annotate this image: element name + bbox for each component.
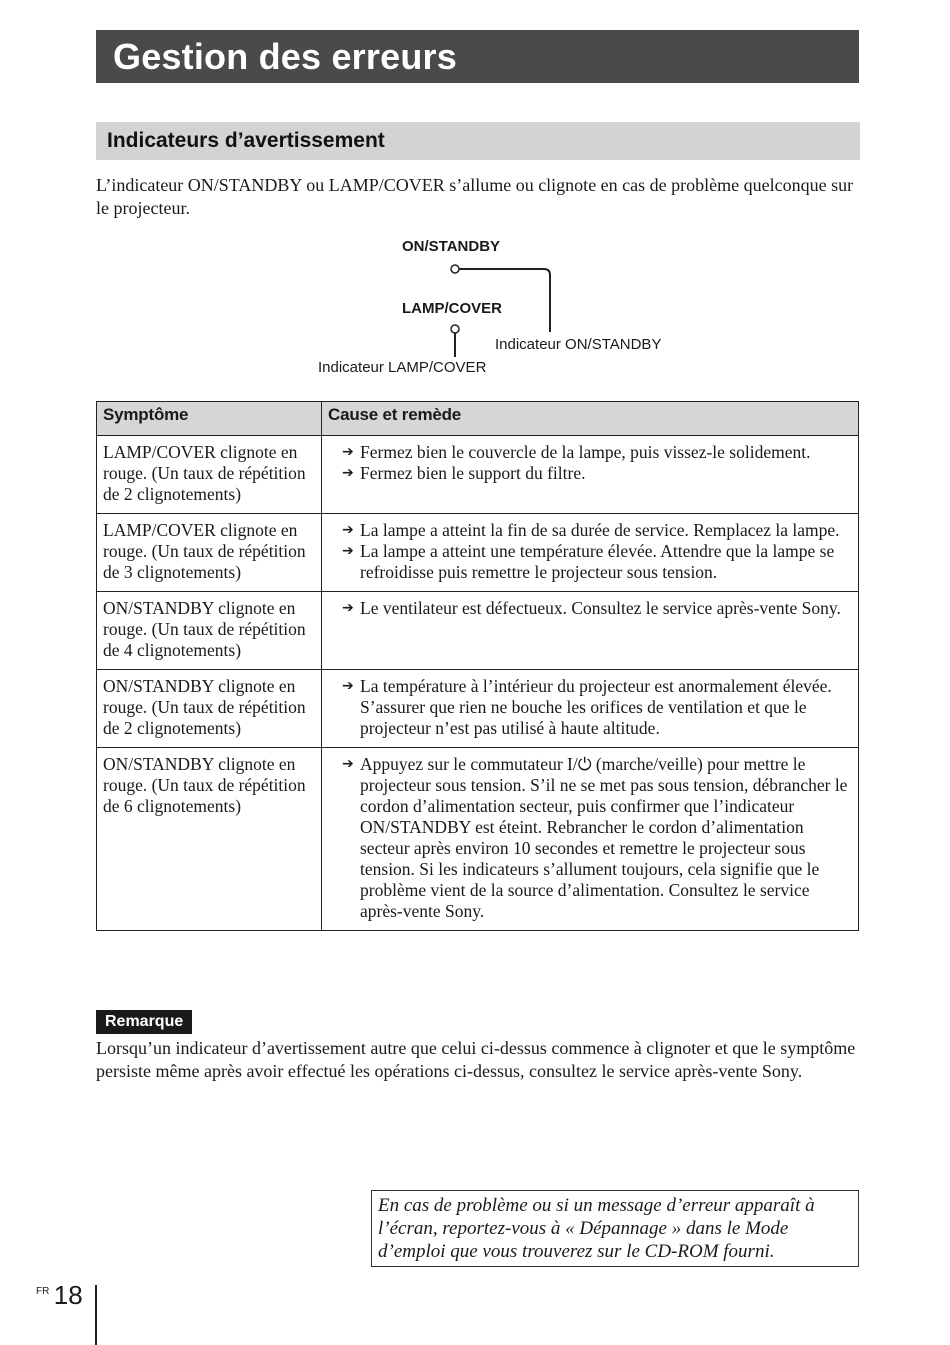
cause-item (342, 520, 852, 541)
indicator-diagram (300, 232, 720, 384)
right-arrow-icon: ➔ (342, 756, 354, 772)
diagram-label-on-standby: ON/STANDBY (402, 238, 501, 255)
page-lang: FR (36, 1286, 50, 1297)
table-row (97, 514, 859, 592)
cause-cell (322, 670, 859, 748)
diagram-callout-lamp-cover: Indicateur LAMP/COVER (318, 359, 487, 376)
page-title: Gestion des erreurs (113, 36, 457, 77)
cause-cell (322, 748, 859, 931)
table-row (97, 748, 859, 931)
right-arrow-icon: ➔ (342, 543, 354, 559)
table-row (97, 592, 859, 670)
table-row (97, 436, 859, 514)
cause-cell (322, 436, 859, 514)
cause-text: Fermez bien le support du filtre. (360, 463, 586, 483)
cause-text: La température à l’intérieur du projecteur est anormalement élevée. S’assurer que rien ne bouche les orifices de ventilation et que le projecteur n’est pas utilisé à haute altitude. (360, 676, 832, 738)
right-arrow-icon: ➔ (342, 522, 354, 538)
lamp-cover-led-icon (451, 325, 459, 333)
cause-text: La lampe a atteint la fin de sa durée de service. Remplacez la lampe. (360, 520, 840, 540)
cause-cell (322, 514, 859, 592)
diagram-label-lamp-cover: LAMP/COVER (402, 300, 503, 317)
page-title-bar (96, 30, 859, 83)
cause-item (342, 676, 852, 739)
reference-box: En cas de problème ou si un message d’erreur apparaît à l’écran, reportez-vous à « Dépannage » dans le Mode d’emploi que vous trouverez sur le CD-ROM fourni. (371, 1190, 859, 1267)
section-title-bar (96, 122, 860, 160)
table-header-row (97, 402, 859, 436)
page-number-value: 18 (53, 1280, 83, 1310)
cause-text: Fermez bien le couvercle de la lampe, puis vissez-le solidement. (360, 442, 811, 462)
cause-item (342, 598, 852, 619)
page-margin-rule (95, 1285, 97, 1345)
symptom-cell: ON/STANDBY clignote en rouge. (Un taux de répétition de 2 clignotements) (97, 670, 322, 748)
page-number (36, 1280, 83, 1311)
table-row (97, 670, 859, 748)
header-cause: Cause et remède (322, 402, 859, 436)
cause-text: Appuyez sur le commutateur I/⏻ (marche/veille) pour mettre le projecteur sous tension. S’il ne se met pas sous tension, débrancher le cordon d’alimentation secteur, puis confirmer que l’indicateur ON/STANDBY est éteint. Rebrancher le cordon d’alimentation secteur après environ 10 secondes et remettre le projecteur sous tension. Si les indicateurs s’allument toujours, cela signifie que le problème vient de la source d’alimentation. Consultez le service après-vente Sony. (360, 754, 848, 921)
cause-item (342, 541, 852, 583)
note-label: Remarque (96, 1010, 192, 1034)
symptom-cell: LAMP/COVER clignote en rouge. (Un taux de répétition de 3 clignotements) (97, 514, 322, 592)
note-text: Lorsqu’un indicateur d’avertissement autre que celui ci-dessus commence à clignoter et que le symptôme persiste même après avoir effectué les opérations ci-dessus, consultez le service après-vente Sony. (96, 1038, 856, 1081)
right-arrow-icon: ➔ (342, 444, 354, 460)
symptom-cell: ON/STANDBY clignote en rouge. (Un taux de répétition de 4 clignotements) (97, 592, 322, 670)
intro-paragraph: L’indicateur ON/STANDBY ou LAMP/COVER s’allume ou clignote en cas de problème quelconque sur le projecteur. (96, 175, 854, 218)
header-symptom: Symptôme (97, 402, 322, 436)
right-arrow-icon: ➔ (342, 465, 354, 481)
cause-item (342, 463, 852, 484)
cause-item (342, 442, 852, 463)
on-standby-led-icon (451, 265, 459, 273)
cause-item (342, 754, 852, 922)
cause-text: Le ventilateur est défectueux. Consultez le service après-vente Sony. (360, 598, 841, 618)
right-arrow-icon: ➔ (342, 600, 354, 616)
symptom-cell: LAMP/COVER clignote en rouge. (Un taux de répétition de 2 clignotements) (97, 436, 322, 514)
right-arrow-icon: ➔ (342, 678, 354, 694)
cause-cell (322, 592, 859, 670)
diagram-callout-on-standby: Indicateur ON/STANDBY (495, 336, 662, 353)
section-title: Indicateurs d’avertissement (107, 129, 385, 152)
symptom-cell: ON/STANDBY clignote en rouge. (Un taux de répétition de 6 clignotements) (97, 748, 322, 931)
error-table (96, 401, 859, 931)
cause-text: La lampe a atteint une température élevée. Attendre que la lampe se refroidisse puis remettre le projecteur sous tension. (360, 541, 835, 582)
